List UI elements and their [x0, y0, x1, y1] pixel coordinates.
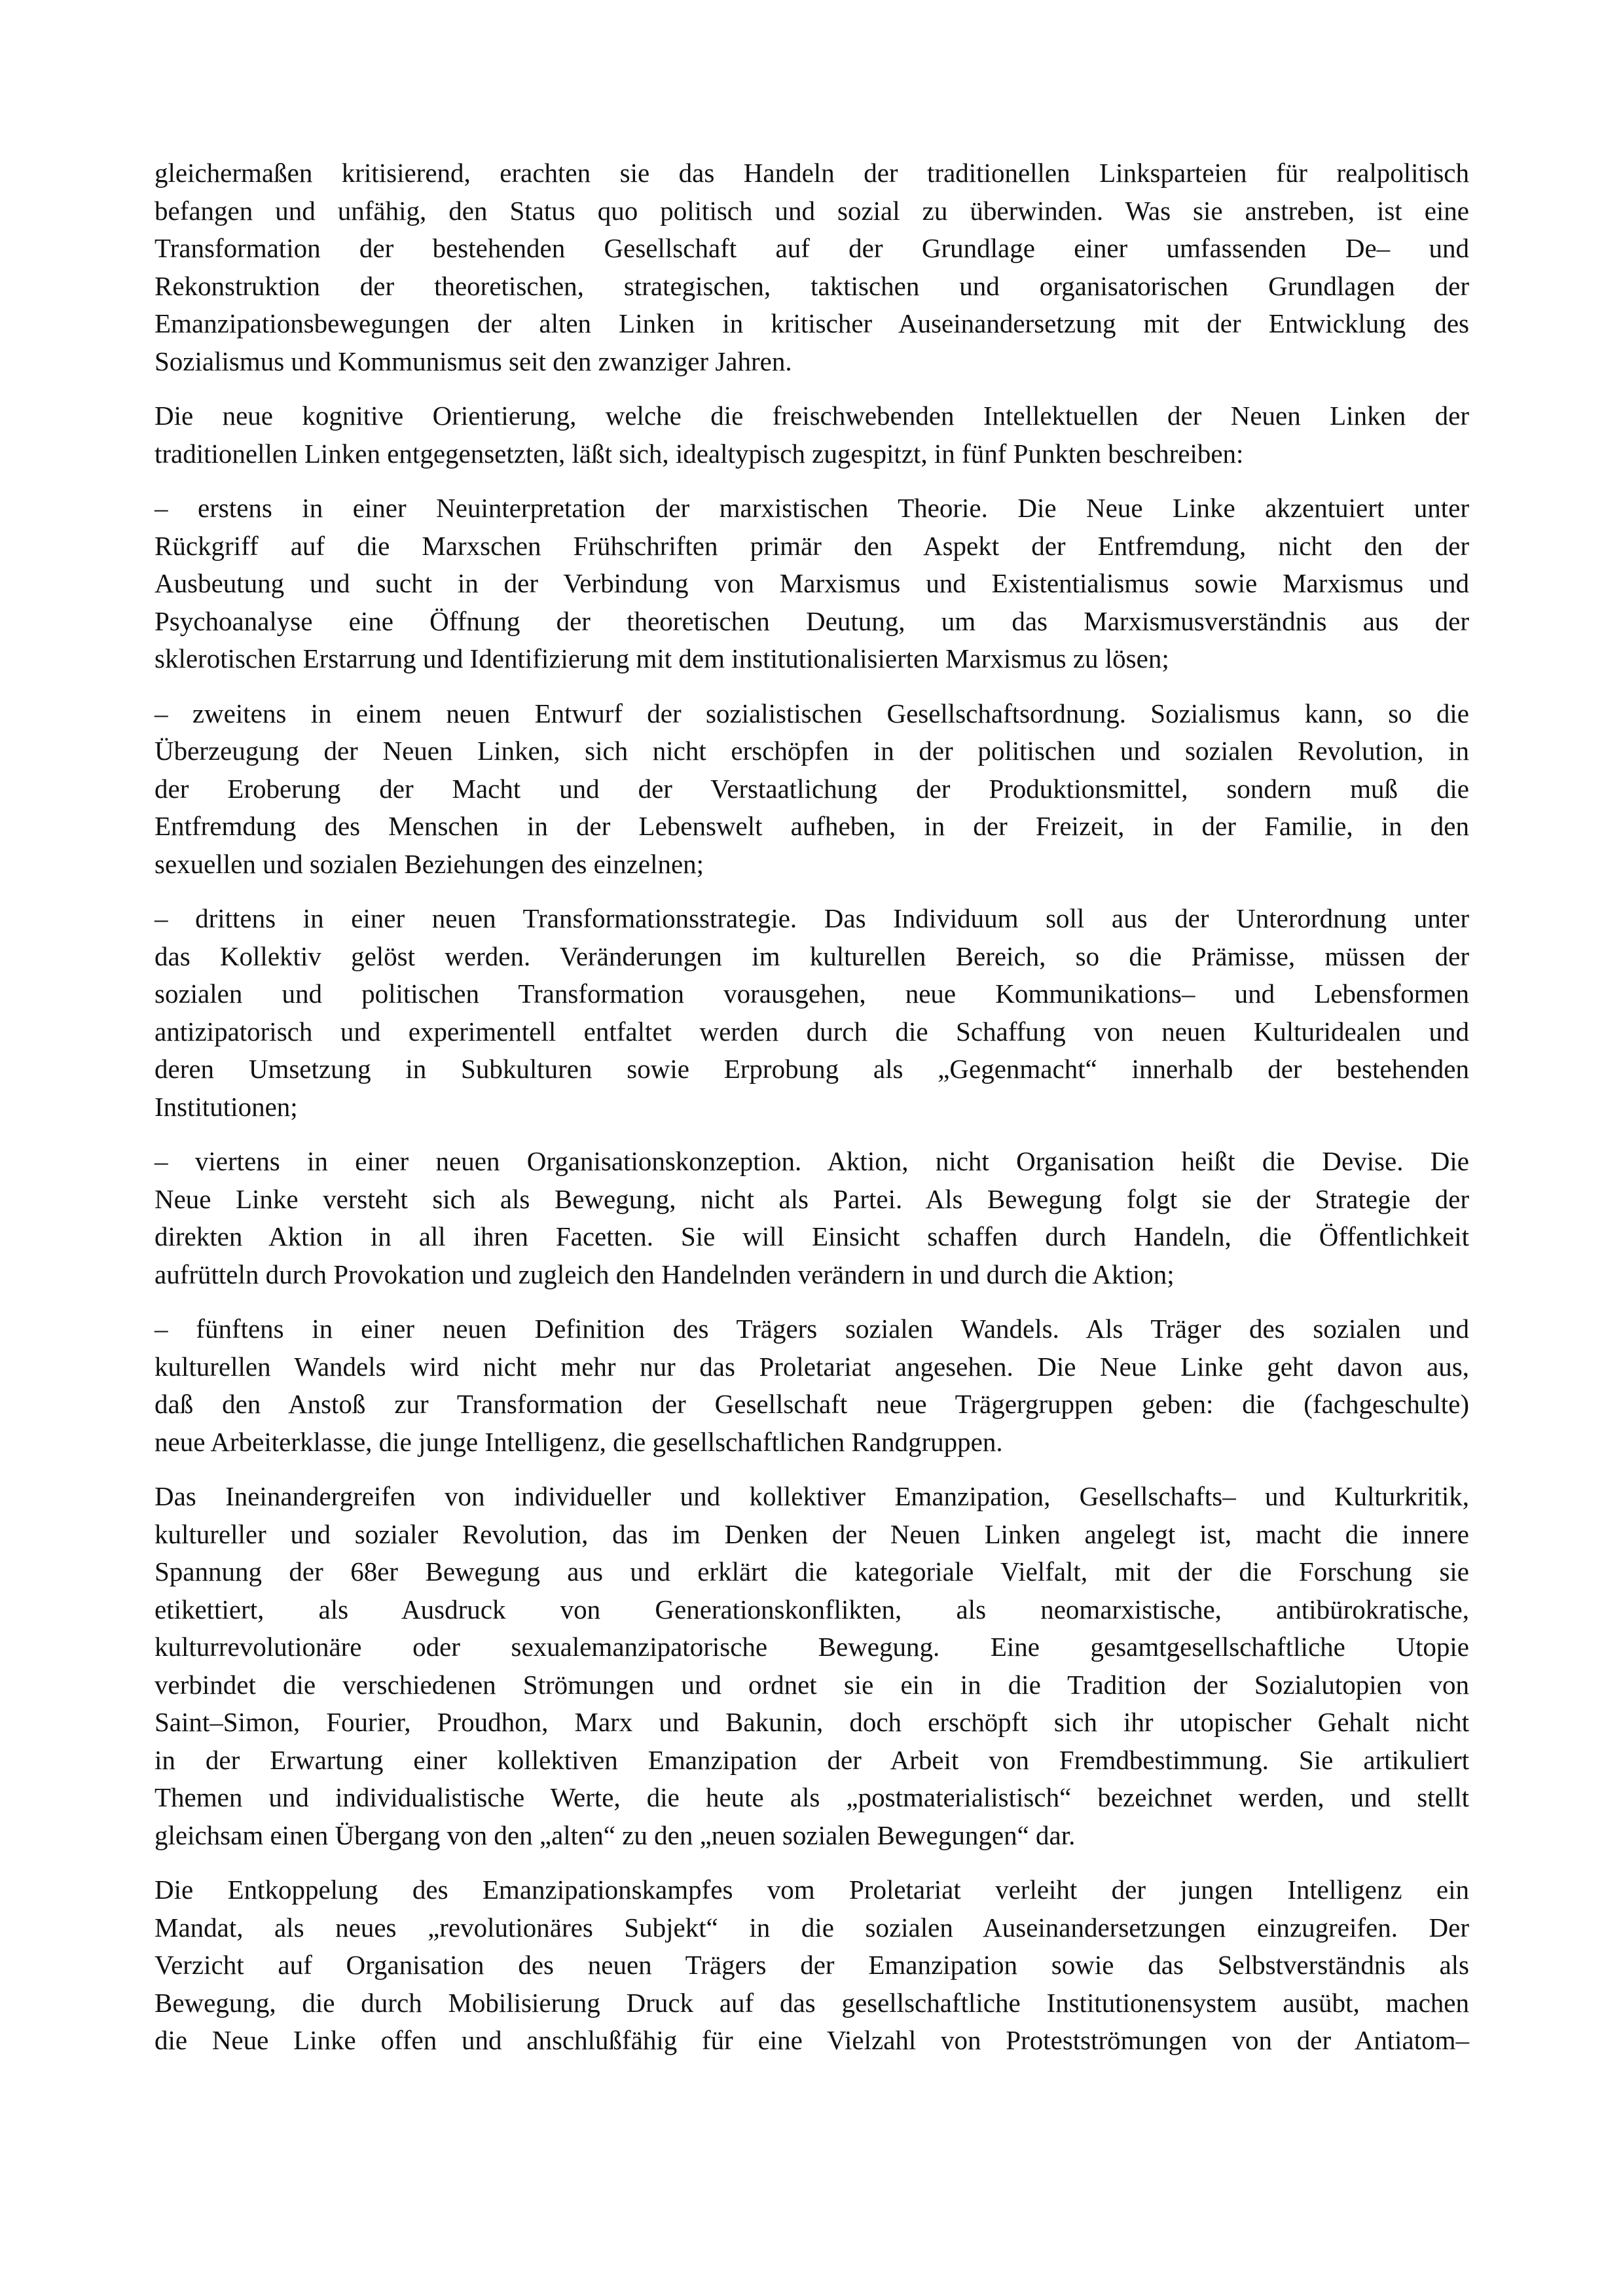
- text-line: – fünftens in einer neuen Definition des Trägers sozialen Wandels. Als Träger des sozialen und: [155, 1314, 1469, 1344]
- text-line: kulturellen Wandels wird nicht mehr nur das Proletariat angesehen. Die Neue Linke geht davon aus,: [155, 1351, 1469, 1382]
- text-line: Neue Linke versteht sich als Bewegung, nicht als Partei. Als Bewegung folgt sie der Strategie der: [155, 1183, 1469, 1214]
- text-line: deren Umsetzung in Subkulturen sowie Erprobung als „Gegenmacht“ innerhalb der bestehenden: [155, 1054, 1469, 1084]
- text-line: kultureller und sozialer Revolution, das im Denken der Neuen Linken angelegt ist, macht die innere: [155, 1518, 1469, 1549]
- text-line: das Kollektiv gelöst werden. Veränderungen im kulturellen Bereich, so die Prämisse, müssen der: [155, 941, 1469, 971]
- text-line: sklerotischen Erstarrung und Identifizierung mit dem institutionalisierten Marxismus zu lösen;: [155, 643, 1169, 673]
- text-line: Sozialismus und Kommunismus seit den zwanziger Jahren.: [155, 346, 792, 376]
- list-item-viertens: [155, 1143, 1469, 1293]
- text-line: aufrütteln durch Provokation und zugleich den Handelnden verändern in und durch die Aktion;: [155, 1259, 1175, 1289]
- list-item-zweitens: [155, 695, 1469, 884]
- text-line: sozialen und politischen Transformation vorausgehen, neue Kommunikations– und Lebensformen: [155, 978, 1469, 1009]
- text-line: die Neue Linke offen und anschlußfähig für eine Vielzahl von Protestströmungen von der Antiatom–: [155, 2025, 1469, 2055]
- text-line: verbindet die verschiedenen Strömungen und ordnet sie ein in die Tradition der Sozialutopien von: [155, 1669, 1469, 1700]
- paragraph-ineinandergreifen: [155, 1478, 1469, 1854]
- text-line: Mandat, als neues „revolutionäres Subjekt“ in die sozialen Auseinandersetzungen einzugreifen. Der: [155, 1912, 1469, 1943]
- text-line: – erstens in einer Neuinterpretation der marxistischen Theorie. Die Neue Linke akzentuiert unter: [155, 493, 1469, 523]
- text-line: Themen und individualistische Werte, die heute als „postmaterialistisch“ bezeichnet werden, und stellt: [155, 1782, 1469, 1812]
- text-line: Die neue kognitive Orientierung, welche die freischwebenden Intellektuellen der Neuen Linken der: [155, 401, 1469, 431]
- text-line: neue Arbeiterklasse, die junge Intelligenz, die gesellschaftlichen Randgruppen.: [155, 1426, 1003, 1457]
- text-line: sexuellen und sozialen Beziehungen des einzelnen;: [155, 848, 704, 879]
- paragraph-entkoppelung: [155, 1871, 1469, 2060]
- text-line: Emanzipationsbewegungen der alten Linken in kritischer Auseinandersetzung mit der Entwicklung des: [155, 308, 1469, 338]
- text-line: Rekonstruktion der theoretischen, strategischen, taktischen und organisatorischen Grundlagen der: [155, 270, 1469, 301]
- text-line: daß den Anstoß zur Transformation der Gesellschaft neue Trägergruppen geben: die (fachgeschulte): [155, 1389, 1469, 1419]
- text-line: traditionellen Linken entgegensetzten, läßt sich, idealtypisch zugespitzt, in fünf Punkten beschreiben:: [155, 438, 1244, 469]
- text-line: – drittens in einer neuen Transformationsstrategie. Das Individuum soll aus der Unterordnung unter: [155, 903, 1469, 933]
- text-line: Transformation der bestehenden Gesellschaft auf der Grundlage einer umfassenden De– und: [155, 233, 1469, 263]
- text-line: Die Entkoppelung des Emanzipationskampfes vom Proletariat verleiht der jungen Intelligenz ein: [155, 1874, 1469, 1905]
- list-item-erstens: [155, 490, 1469, 678]
- text-line: Spannung der 68er Bewegung aus und erklärt die kategoriale Vielfalt, mit der die Forschung sie: [155, 1556, 1469, 1587]
- list-item-drittens: [155, 900, 1469, 1126]
- text-line: Ausbeutung und sucht in der Verbindung von Marxismus und Existentialismus sowie Marxismus und: [155, 568, 1469, 598]
- text-line: der Eroberung der Macht und der Verstaatlichung der Produktionsmittel, sondern muß die: [155, 773, 1469, 804]
- text-line: Psychoanalyse eine Öffnung der theoretischen Deutung, um das Marxismusverständnis aus der: [155, 605, 1469, 636]
- paragraph-intro-continuation: [155, 154, 1469, 380]
- text-line: direkten Aktion in all ihren Facetten. Sie will Einsicht schaffen durch Handeln, die Öffentlichkeit: [155, 1221, 1469, 1251]
- body-text: [155, 154, 1469, 2077]
- text-line: Das Ineinandergreifen von individueller und kollektiver Emanzipation, Gesellschafts– und Kulturkritik,: [155, 1481, 1469, 1511]
- text-line: – viertens in einer neuen Organisationskonzeption. Aktion, nicht Organisation heißt die Devise. Die: [155, 1146, 1469, 1176]
- text-line: Bewegung, die durch Mobilisierung Druck auf das gesellschaftliche Institutionensystem ausübt, machen: [155, 1987, 1469, 2018]
- list-item-fuenftens: [155, 1310, 1469, 1461]
- paragraph-five-points-intro: [155, 397, 1469, 473]
- text-line: kulturrevolutionäre oder sexualemanzipatorische Bewegung. Eine gesamtgesellschaftliche Utopie: [155, 1632, 1469, 1662]
- text-line: befangen und unfähig, den Status quo politisch und sozial zu überwinden. Was sie anstreben, ist eine: [155, 195, 1469, 226]
- text-line: in der Erwartung einer kollektiven Emanzipation der Arbeit von Fremdbestimmung. Sie artikuliert: [155, 1744, 1469, 1775]
- text-line: gleichsam einen Übergang von den „alten“ zu den „neuen sozialen Bewegungen“ dar.: [155, 1820, 1076, 1850]
- text-line: Institutionen;: [155, 1091, 298, 1122]
- text-line: antizipatorisch und experimentell entfaltet werden durch die Schaffung von neuen Kulturidealen und: [155, 1016, 1469, 1047]
- text-line: Entfremdung des Menschen in der Lebenswelt aufheben, in der Freizeit, in der Familie, in den: [155, 811, 1469, 841]
- text-line: etikettiert, als Ausdruck von Generationskonflikten, als neomarxistische, antibürokratische,: [155, 1594, 1469, 1624]
- text-line: Überzeugung der Neuen Linken, sich nicht erschöpfen in der politischen und sozialen Revolution, in: [155, 736, 1469, 766]
- text-line: Verzicht auf Organisation des neuen Trägers der Emanzipation sowie das Selbstverständnis als: [155, 1950, 1469, 1980]
- text-line: Rückgriff auf die Marxschen Frühschriften primär den Aspekt der Entfremdung, nicht den der: [155, 530, 1469, 561]
- text-line: – zweitens in einem neuen Entwurf der sozialistischen Gesellschaftsordnung. Sozialismus kann, so die: [155, 698, 1469, 728]
- text-line: Saint–Simon, Fourier, Proudhon, Marx und Bakunin, doch erschöpft sich ihr utopischer Gehalt nicht: [155, 1707, 1469, 1737]
- text-line: gleichermaßen kritisierend, erachten sie das Handeln der traditionellen Linksparteien für realpolitisch: [155, 158, 1469, 188]
